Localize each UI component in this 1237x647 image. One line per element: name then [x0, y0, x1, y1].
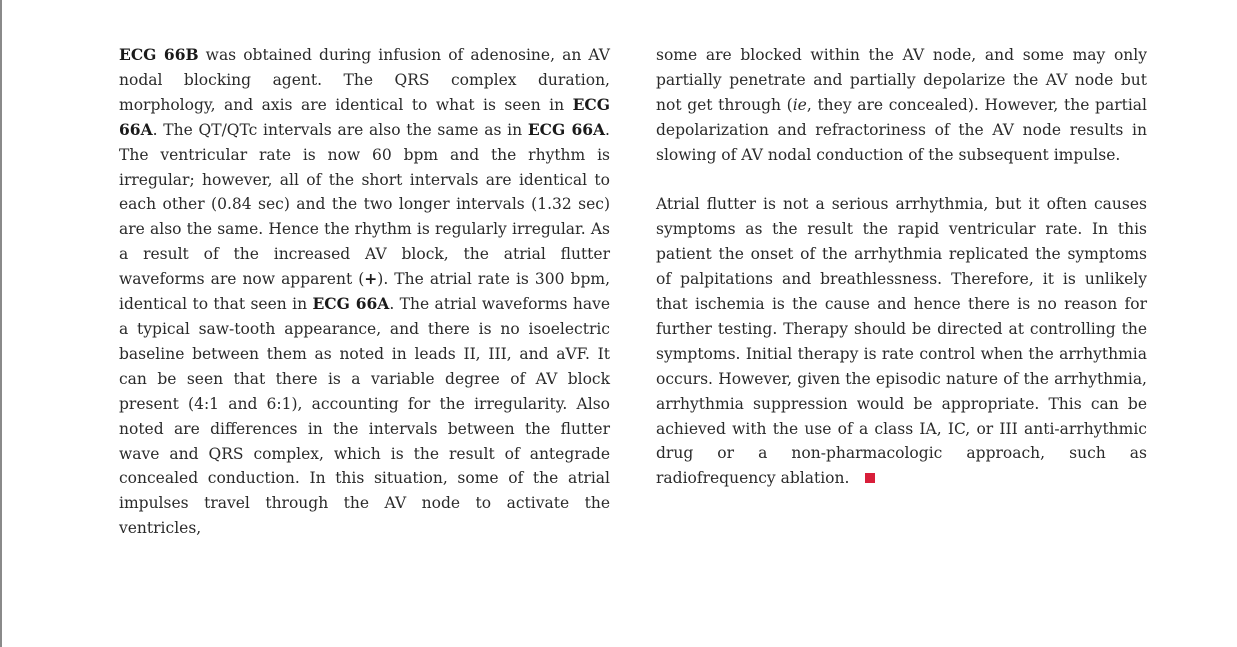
text-run: Atrial flutter is not a serious arrhythmia, but it often causes symptoms as the result the rapid ventricular rate. In this patient the onset of the arrhythmia replicated the symptoms of palpitations and breathlessness. Therefore, it is unlikely that ischemia is the cause and hence there is no reason for further testing. Therapy should be directed at controlling the symptoms. Initial therapy is rate control when the arrhythmia occurs. However, given the episodic nature of the arrhythmia, arrhythmia suppression would be appropriate. This can be achieved with the use of a class IA, IC, or III anti-arrhythmic drug or a non-pharmacologic approach, such as radiofrequency ablation.: [656, 195, 1147, 488]
ref-ecg-66a: ECG 66A: [312, 294, 390, 314]
left-column: [119, 43, 610, 541]
text-run: was obtained during infusion of adenosine, an AV nodal blocking agent. The QRS complex duration, morphology, and axis are identical to what is seen in: [119, 46, 610, 114]
paragraph-atrial-flutter-therapy: [656, 192, 1147, 491]
ref-ecg-66a: ECG 66A: [119, 94, 610, 139]
text-run: . The QT/QTc intervals are also the same as in: [152, 120, 528, 139]
paragraph-ecg-66b: [119, 43, 610, 541]
text-run: . The atrial waveforms have a typical saw-tooth appearance, and there is no isoelectric baseline between them as noted in leads II, III, and aVF. It can be seen that there is a variable degree of AV block present (4:1 and 6:1), accounting for the irregularity. Also noted are differences in the intervals between the flutter wave and QRS complex, which is the result of antegrade concealed conduction. In this situation, some of the atrial impulses travel through the AV node to activate the ventricles,: [119, 295, 611, 538]
paragraph-concealed-conduction: [656, 43, 1147, 168]
italic-ie: ie: [792, 95, 807, 114]
text-run: . The ventricular rate is now 60 bpm and the rhythm is irregular; however, all of the short intervals are identical to each other (0.84 sec) and the two longer intervals (1.32 sec) are also the same. Hence the rhythm is regularly irregular. As a result of the increased AV block, the atrial flutter waveforms are now apparent (: [119, 120, 610, 289]
ref-ecg-66a: ECG 66A: [527, 119, 606, 139]
right-column: [656, 43, 1147, 491]
text-run: ). The atrial rate is 300 bpm, identical to that seen in: [119, 270, 610, 314]
ref-ecg-66b: ECG 66B: [119, 45, 199, 64]
text-run: some are blocked within the AV node, and some may only partially penetrate and partially depolarize the AV node but not get through (: [656, 46, 1147, 114]
text-run: , they are concealed). However, the partial depolarization and refractoriness of the AV node results in slowing of AV nodal conduction of the subsequent impulse.: [656, 95, 1147, 164]
flutter-marker: +: [364, 269, 378, 289]
document-page: [2, 0, 1237, 647]
end-of-section-marker: [865, 473, 875, 483]
